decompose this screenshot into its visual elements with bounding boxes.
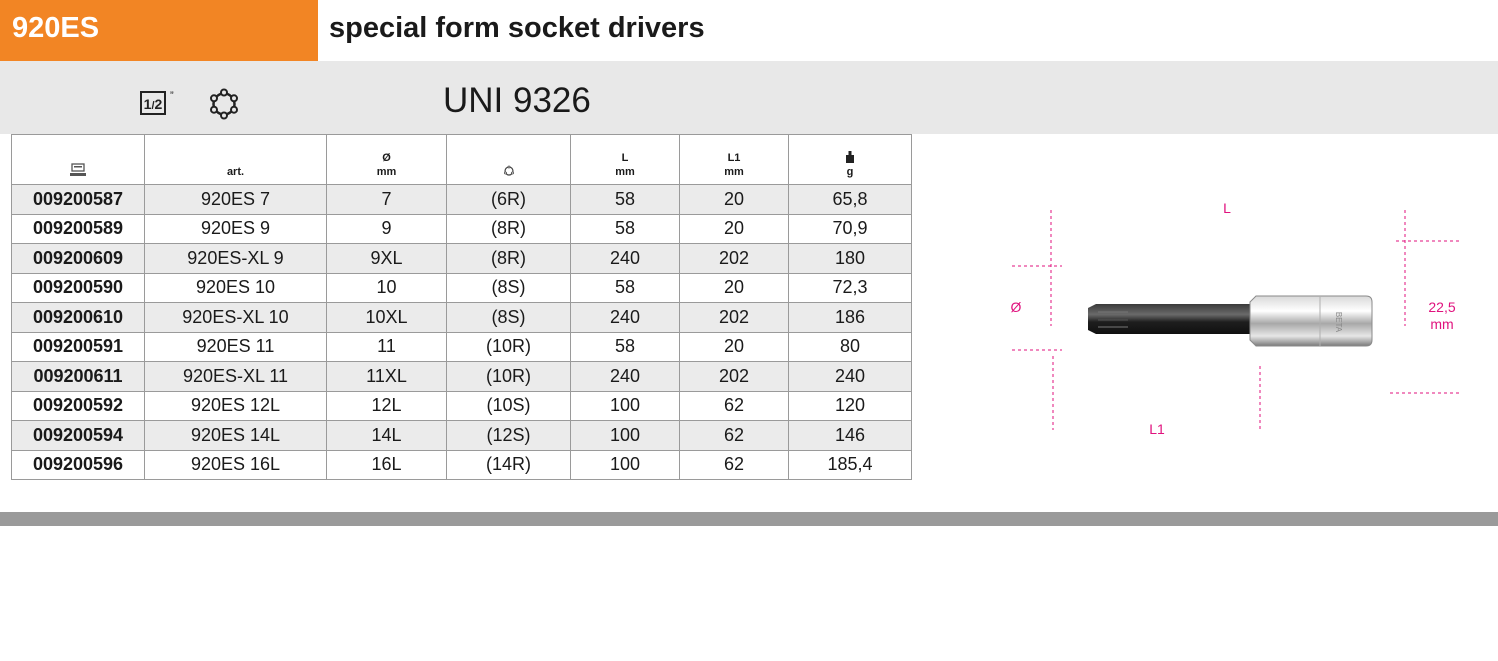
cell-length-l1: 20 xyxy=(680,332,789,362)
cell-diameter: 10XL xyxy=(327,303,447,333)
cell-weight: 185,4 xyxy=(789,450,912,480)
table-row xyxy=(12,303,912,333)
cell-code: 009200590 xyxy=(12,273,145,303)
cell-length: 58 xyxy=(571,185,680,215)
cell-article: 920ES-XL 10 xyxy=(145,303,327,333)
table-body xyxy=(12,185,912,480)
cell-length: 240 xyxy=(571,244,680,274)
cell-profile: (14R) xyxy=(447,450,571,480)
table-row xyxy=(12,332,912,362)
cell-article: 920ES 9 xyxy=(145,214,327,244)
cell-length-l1: 202 xyxy=(680,303,789,333)
cell-length: 240 xyxy=(571,303,680,333)
bottom-divider xyxy=(0,512,1498,526)
cell-article: 920ES-XL 11 xyxy=(145,362,327,392)
table-row xyxy=(12,421,912,451)
dimension-label-diameter: Ø xyxy=(1010,299,1022,315)
cell-diameter: 12L xyxy=(327,391,447,421)
cell-length: 100 xyxy=(571,391,680,421)
cell-article: 920ES 14L xyxy=(145,421,327,451)
column-header-code xyxy=(12,135,145,185)
cell-profile: (12S) xyxy=(447,421,571,451)
dimension-label-unit: mm xyxy=(1430,316,1454,332)
cell-code: 009200587 xyxy=(12,185,145,215)
technical-drawing xyxy=(1000,196,1470,441)
cell-length: 240 xyxy=(571,362,680,392)
table-row xyxy=(12,244,912,274)
cell-diameter: 9XL xyxy=(327,244,447,274)
cell-diameter: 11XL xyxy=(327,362,447,392)
cell-length-l1: 202 xyxy=(680,362,789,392)
page-title: special form socket drivers xyxy=(329,12,705,44)
cell-profile: (10R) xyxy=(447,362,571,392)
product-code-icon xyxy=(69,163,87,177)
cell-length-l1: 20 xyxy=(680,214,789,244)
cell-weight: 186 xyxy=(789,303,912,333)
cell-diameter: 16L xyxy=(327,450,447,480)
table-row xyxy=(12,273,912,303)
cell-weight: 180 xyxy=(789,244,912,274)
cell-weight: 65,8 xyxy=(789,185,912,215)
socket-driver-image xyxy=(1088,296,1372,346)
table-row xyxy=(12,185,912,215)
cell-length: 58 xyxy=(571,273,680,303)
table-row xyxy=(12,362,912,392)
cell-profile: (8S) xyxy=(447,303,571,333)
column-header-weight: g xyxy=(789,135,912,185)
cell-article: 920ES 7 xyxy=(145,185,327,215)
cell-profile: (8R) xyxy=(447,214,571,244)
standard-label: UNI 9326 xyxy=(443,81,591,120)
cell-weight: 72,3 xyxy=(789,273,912,303)
cell-article: 920ES 11 xyxy=(145,332,327,362)
cell-length-l1: 62 xyxy=(680,421,789,451)
cell-code: 009200594 xyxy=(12,421,145,451)
dimension-label-l: L xyxy=(1223,200,1231,216)
cell-diameter: 11 xyxy=(327,332,447,362)
column-header-length: L mm xyxy=(571,135,680,185)
cell-profile: (8S) xyxy=(447,273,571,303)
cell-diameter: 14L xyxy=(327,421,447,451)
cell-length-l1: 20 xyxy=(680,185,789,215)
cell-code: 009200611 xyxy=(12,362,145,392)
cell-article: 920ES 12L xyxy=(145,391,327,421)
cell-code: 009200610 xyxy=(12,303,145,333)
cell-weight: 80 xyxy=(789,332,912,362)
cell-weight: 120 xyxy=(789,391,912,421)
dimension-label-l1: L1 xyxy=(1149,421,1165,437)
cell-weight: 146 xyxy=(789,421,912,451)
svg-text:1/2: 1/2 xyxy=(143,96,163,112)
cell-length: 100 xyxy=(571,421,680,451)
column-header-article: art. xyxy=(145,135,327,185)
torx-profile-icon xyxy=(503,165,515,177)
cell-code: 009200591 xyxy=(12,332,145,362)
table-header-row xyxy=(12,135,912,185)
cell-code: 009200592 xyxy=(12,391,145,421)
cell-diameter: 10 xyxy=(327,273,447,303)
column-header-diameter: Ø mm xyxy=(327,135,447,185)
svg-text:BETA: BETA xyxy=(1334,311,1343,333)
dimension-label-value: 22,5 xyxy=(1428,299,1456,315)
svg-text:”: ” xyxy=(170,90,174,102)
cell-length-l1: 202 xyxy=(680,244,789,274)
cell-profile: (10R) xyxy=(447,332,571,362)
torx-profile-icon xyxy=(208,88,240,120)
weight-icon xyxy=(845,151,855,163)
cell-profile: (8R) xyxy=(447,244,571,274)
cell-length: 58 xyxy=(571,214,680,244)
cell-weight: 70,9 xyxy=(789,214,912,244)
cell-length: 100 xyxy=(571,450,680,480)
cell-profile: (10S) xyxy=(447,391,571,421)
cell-weight: 240 xyxy=(789,362,912,392)
cell-article: 920ES-XL 9 xyxy=(145,244,327,274)
cell-length-l1: 20 xyxy=(680,273,789,303)
cell-code: 009200609 xyxy=(12,244,145,274)
standards-bar xyxy=(0,61,1498,134)
column-header-length-l1: L1 mm xyxy=(680,135,789,185)
table-row xyxy=(12,391,912,421)
title-bar xyxy=(0,0,1498,61)
product-code-box xyxy=(0,0,318,61)
cell-length-l1: 62 xyxy=(680,391,789,421)
cell-diameter: 9 xyxy=(327,214,447,244)
square-drive-icon xyxy=(140,89,178,117)
cell-code: 009200596 xyxy=(12,450,145,480)
cell-article: 920ES 10 xyxy=(145,273,327,303)
column-header-profile xyxy=(447,135,571,185)
product-code: 920ES xyxy=(12,12,100,44)
cell-length-l1: 62 xyxy=(680,450,789,480)
cell-length: 58 xyxy=(571,332,680,362)
table-row xyxy=(12,214,912,244)
table-row xyxy=(12,450,912,480)
spec-table xyxy=(11,134,912,480)
cell-article: 920ES 16L xyxy=(145,450,327,480)
cell-code: 009200589 xyxy=(12,214,145,244)
cell-profile: (6R) xyxy=(447,185,571,215)
cell-diameter: 7 xyxy=(327,185,447,215)
